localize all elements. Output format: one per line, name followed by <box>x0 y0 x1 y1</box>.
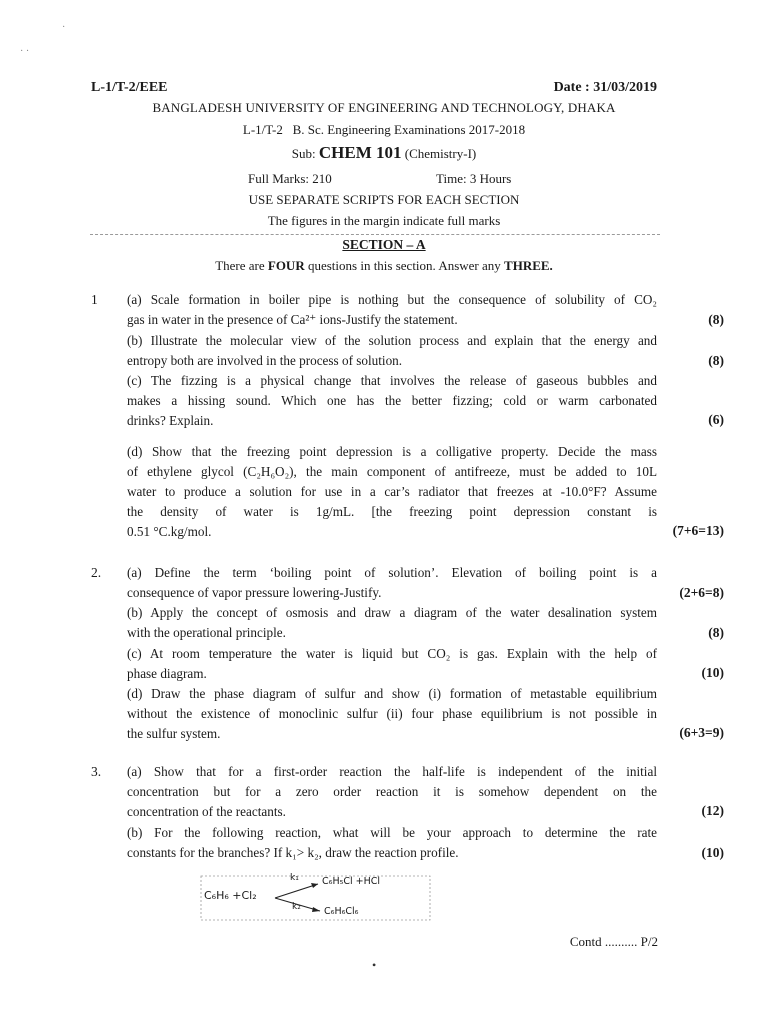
subject-prefix: Sub: <box>291 146 316 161</box>
question-2d: (d) Draw the phase diagram of sulfur and show (i) formation of metastable equilibrium without the existence of monoclinic sulfur (ii) four phase equilibrium is not possible in the sulfur system. <box>127 686 657 741</box>
question-1b: (b) Illustrate the molecular view of the solution process and explain that the energy and entropy both are involved in the process of solution. <box>127 333 657 368</box>
full-marks: Full Marks: 210 <box>248 171 332 186</box>
scan-speck: · · <box>20 46 30 57</box>
exam-date: Date : 31/03/2019 <box>553 80 657 95</box>
reaction-diagram <box>200 872 432 922</box>
question-1d: (d) Show that the freezing point depression is a colligative property. Decide the mass of ethylene glycol (C₂H₆O₂), the main component of antifreeze, must be added to 10L water to produce a solution for use in a car’s radiator that freezes at -10.0°F? Assume the density of water is 1g/mL. [the freezing point depression constant is 0.51 °C.kg/mol. <box>127 444 657 539</box>
k1-label: k₁ <box>290 873 299 883</box>
subject-line <box>0 143 768 163</box>
marks-2a: (2+6=8) <box>679 585 724 600</box>
marks-1d: (7+6=13) <box>672 523 724 538</box>
question-2b: (b) Apply the concept of osmosis and draw a diagram of the water desalination system with the operational principle. <box>127 605 657 640</box>
marks-2c: (10) <box>701 665 724 680</box>
question-3b: (b) For the following reaction, what will be your approach to determine the rate constants for the branches? If k₁> k₂, draw the reaction profile. <box>127 825 657 860</box>
course-code: L-1/T-2/EEE <box>91 80 168 95</box>
question-number: 2. <box>91 565 102 580</box>
reactants-label: C₆H₆ +Cl₂ <box>204 889 257 902</box>
marks-1b: (8) <box>708 353 724 368</box>
question-2a: (a) Define the term ‘boiling point of solution’. Elevation of boiling point is a consequence of vapor pressure lowering-Justify. <box>127 565 657 600</box>
instruction-scripts: USE SEPARATE SCRIPTS FOR EACH SECTION <box>248 192 520 207</box>
exam-title: L-1/T-2 B. Sc. Engineering Examinations 2017-2018 <box>242 122 526 137</box>
exam-time: Time: 3 Hours <box>436 171 512 186</box>
section-title: SECTION – A <box>342 237 426 252</box>
subject-name: (Chemistry-I) <box>404 146 477 161</box>
marks-3a: (12) <box>701 803 724 818</box>
branch-arrowhead-1 <box>311 883 318 888</box>
section-instruction: There are FOUR questions in this section. Answer any THREE. <box>215 258 553 273</box>
marks-3b: (10) <box>701 845 724 860</box>
question-3a: (a) Show that for a first-order reaction the half-life is independent of the initial concentration but for a zero order reaction it is somehow dependent on the concentration of the reactants. <box>127 764 657 819</box>
marks-2b: (8) <box>708 625 724 640</box>
product-1: C₆H₅Cl +HCl <box>322 876 381 887</box>
question-number: 1 <box>91 292 98 307</box>
marks-1a: (8) <box>708 312 724 327</box>
product-2: C₆H₆Cl₆ <box>324 906 359 917</box>
subject-code: CHEM 101 <box>318 143 402 162</box>
marks-1c: (6) <box>708 412 724 427</box>
k2-label: k₂ <box>292 902 301 912</box>
marks-2d: (6+3=9) <box>679 725 724 740</box>
question-number: 3. <box>91 764 102 779</box>
header-divider <box>90 234 660 235</box>
branch-arrow-1 <box>275 884 318 898</box>
continued-label: Contd .......... P/2 <box>569 934 658 949</box>
branch-arrowhead-2 <box>312 907 320 912</box>
question-1a: (a) Scale formation in boiler pipe is nothing but the consequence of solubility of CO₂ gas in water in the presence of Ca²⁺ ions-Justify the statement. <box>127 292 657 327</box>
instruction-marks: The figures in the margin indicate full marks <box>267 213 501 228</box>
question-2c: (c) At room temperature the water is liquid but CO₂ is gas. Explain with the help of phase diagram. <box>127 646 657 681</box>
scan-speck: • <box>372 958 377 972</box>
question-1c: (c) The fizzing is a physical change that involves the release of gaseous bubbles and makes a hissing sound. Which one has the better fizzing; cold or warm carbonated drinks? Explain. <box>127 373 657 428</box>
scan-speck: · <box>62 22 66 33</box>
university-name: BANGLADESH UNIVERSITY OF ENGINEERING AND TECHNOLOGY, DHAKA <box>152 100 616 115</box>
